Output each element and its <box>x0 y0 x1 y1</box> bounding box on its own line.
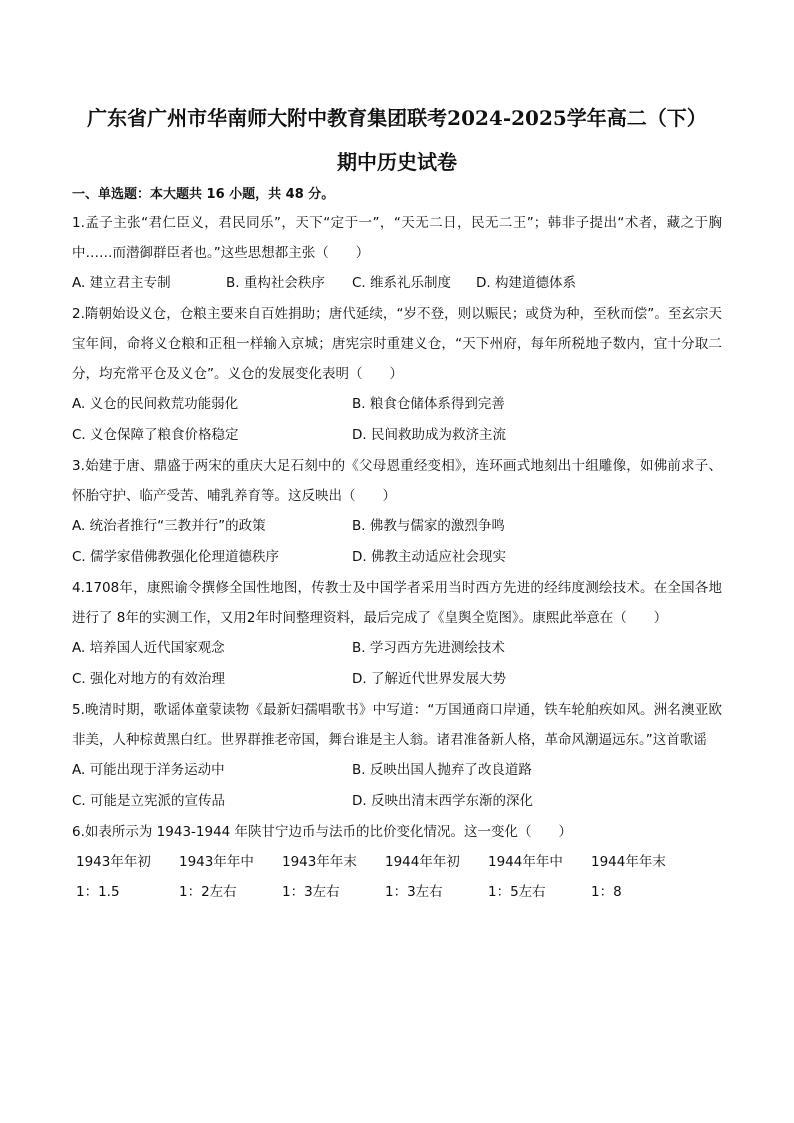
options-row <box>72 633 722 664</box>
option-a: A. 统治者推行“三教并行”的政策 <box>72 518 266 534</box>
table-cell: 1：2左右 <box>179 884 237 900</box>
option-a: A. 义仓的民间救荒功能弱化 <box>72 396 239 412</box>
page-title: 广东省广州市华南师大附中教育集团联考2024-2025学年高二（下） <box>87 106 707 130</box>
table-header-row <box>72 847 722 877</box>
options-row <box>72 389 722 420</box>
page-subtitle: 期中历史试卷 <box>337 150 457 174</box>
option-c: C. 强化对地方的有效治理 <box>72 671 226 687</box>
option-c: C. 可能是立宪派的宣传品 <box>72 793 226 809</box>
question-stem: 6.如表所示为 1943-1944 年陕甘宁边币与法币的比价变化情况。这一变化（ ） <box>72 824 573 840</box>
options-row <box>72 511 722 542</box>
option-b: B. 学习西方先进测绘技术 <box>352 640 505 656</box>
table-header-cell: 1944年年末 <box>591 854 666 870</box>
options-row <box>72 755 722 786</box>
options-row <box>72 268 722 299</box>
table-cell: 1：3左右 <box>282 884 340 900</box>
option-d: D. 反映出清末西学东渐的深化 <box>352 793 533 809</box>
table-header-cell: 1944年年中 <box>488 854 563 870</box>
option-a: A. 可能出现于洋务运动中 <box>72 762 225 778</box>
question-stem: 1.孟子主张“君仁臣义，君民同乐”，天下“定于一”，“天无二日，民无二王”；韩非子提出“术者，藏之于胸中……而潜御群臣者也。”这些思想都主张（ ） <box>72 215 722 261</box>
option-b: B. 佛教与儒家的激烈争鸣 <box>352 518 505 534</box>
option-b: B. 重构社会秩序 <box>226 275 325 291</box>
option-d: D. 构建道德体系 <box>476 275 576 291</box>
option-a: A. 培养国人近代国家观念 <box>72 640 225 656</box>
table-row <box>72 877 722 907</box>
option-d: D. 了解近代世界发展大势 <box>352 671 506 687</box>
options-row <box>72 664 722 695</box>
question-stem: 2.隋朝始设义仓，仓粮主要来自百姓捐助；唐代延续，“岁不登，则以赈民；或贷为种，至秋而偿”。至玄宗天宝年间，命将义仓粮和正租一样输入京城；唐宪宗时重建义仓，“天下州府，每年所税地子数内，宜十分取二分，均充常平仓及义仓”。义仓的发展变化表明（ ） <box>72 306 722 382</box>
table-cell: 1：8 <box>591 884 622 900</box>
option-c: C. 儒学家借佛教强化伦理道德秩序 <box>72 549 280 565</box>
table-header-cell: 1944年年初 <box>385 854 460 870</box>
question-stem: 3.始建于唐、鼎盛于两宋的重庆大足石刻中的《父母恩重经变相》，连环画式地刻出十组雕像，如佛前求子、怀胎守护、临产受苦、哺乳养育等。这反映出（ ） <box>72 458 722 504</box>
option-c: C. 维系礼乐制度 <box>352 275 452 291</box>
question-stem: 4.1708年，康熙谕令撰修全国性地图，传教士及中国学者采用当时西方先进的经纬度测绘技术。在全国各地进行了 8年的实测工作，又用2年时间整理资料，最后完成了《皇舆全览图》。康熙此举意在（ ） <box>72 580 722 626</box>
options-row <box>72 786 722 817</box>
question-stem: 5.晚清时期，歌谣体童蒙读物《最新妇孺唱歌书》中写道：“万国通商口岸通，铁车轮舶疾如风。洲名澳亚欧非美，人种棕黄黑白红。世界群推老帝国，舞台谁是主人翁。诸君准备新人格，革命风潮逼远东。”这首歌谣 <box>72 702 722 748</box>
options-row <box>72 542 722 573</box>
option-a: A. 建立君主专制 <box>72 275 171 291</box>
options-row <box>72 420 722 451</box>
option-d: D. 民间救助成为救济主流 <box>352 427 506 443</box>
table-header-cell: 1943年年末 <box>282 854 357 870</box>
table-header-cell: 1943年年中 <box>179 854 254 870</box>
table-cell: 1：5左右 <box>488 884 546 900</box>
option-c: C. 义仓保障了粮食价格稳定 <box>72 427 239 443</box>
section-heading: 一、单选题：本大题共 16 小题，共 48 分。 <box>72 187 335 202</box>
option-b: B. 反映出国人抛弃了改良道路 <box>352 762 532 778</box>
option-b: B. 粮食仓储体系得到完善 <box>352 396 505 412</box>
table-cell: 1：1.5 <box>76 884 120 900</box>
table-cell: 1：3左右 <box>385 884 443 900</box>
option-d: D. 佛教主动适应社会现实 <box>352 549 506 565</box>
table-header-cell: 1943年年初 <box>76 854 151 870</box>
